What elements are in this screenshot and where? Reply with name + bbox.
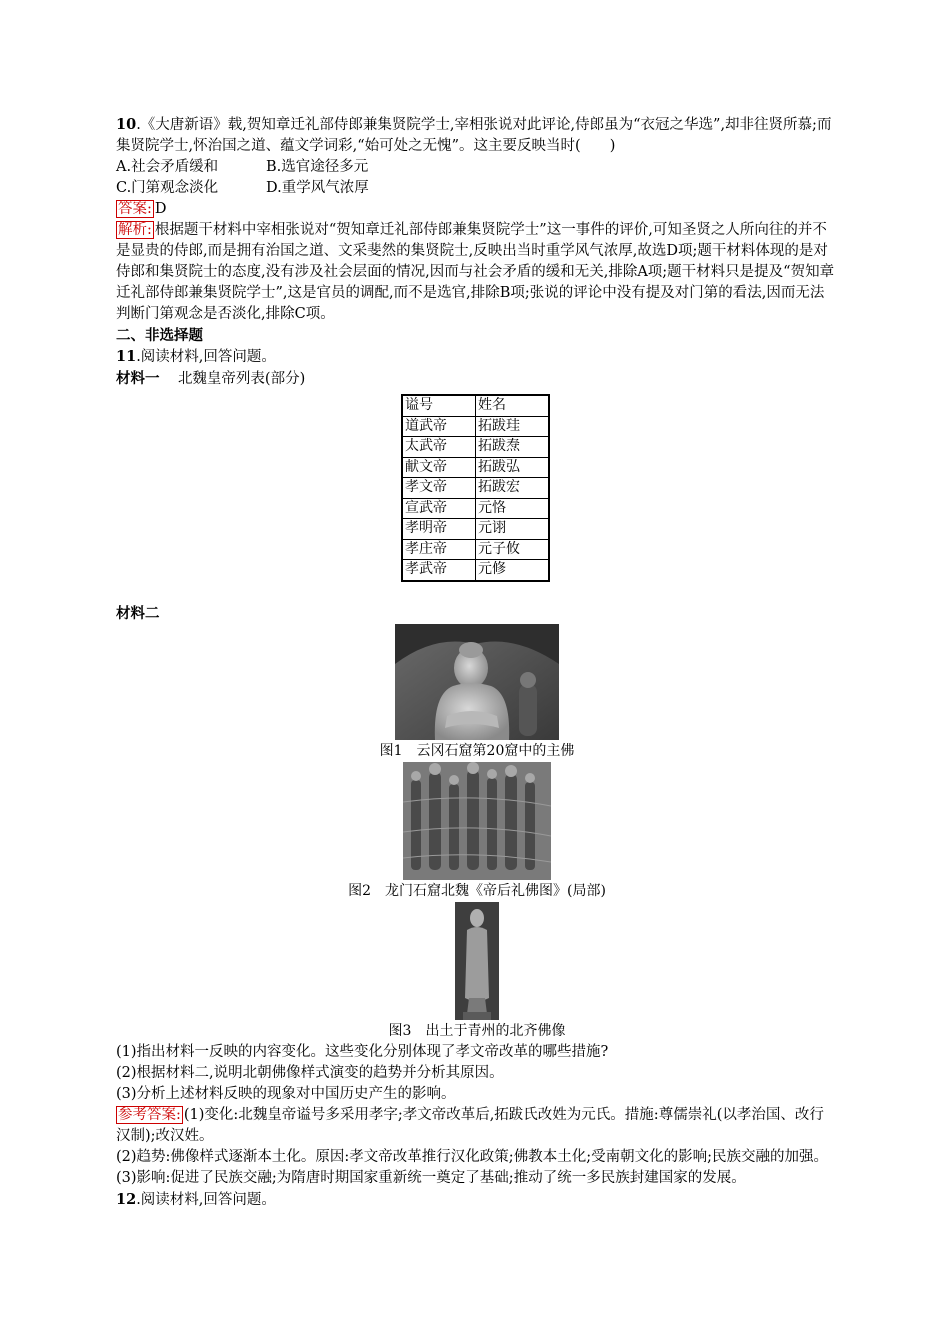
option-a: A.社会矛盾缓和 [116, 159, 219, 175]
sub-question-2: (2)根据材料二,说明北朝佛像样式演变的趋势并分析其原因。 [116, 1064, 504, 1081]
question-number: 10 [116, 116, 137, 133]
table-row [402, 519, 549, 540]
table-cell: 献文帝 [402, 457, 476, 478]
question-number: 12 [116, 1190, 137, 1208]
section-title: 二、非选择题 [116, 327, 203, 344]
answer-line [116, 199, 838, 220]
reference-answer-1 [116, 1105, 838, 1147]
option-row [116, 157, 838, 178]
material-1-heading [116, 368, 838, 390]
table-cell: 孝明帝 [402, 519, 476, 540]
answer-tag: 答案: [118, 201, 152, 217]
question-11 [116, 346, 838, 368]
question-stem: .阅读材料,回答问题。 [136, 349, 276, 365]
table-cell: 孝文帝 [402, 478, 476, 499]
answer-value: D [154, 201, 167, 217]
table-header: 谥号 [402, 395, 476, 416]
table-cell: 拓跋弘 [476, 457, 550, 478]
table-cell: 道武帝 [402, 416, 476, 437]
table-cell: 元修 [476, 560, 550, 581]
figure-3-caption: 图3 出土于青州的北齐佛像 [388, 1022, 566, 1039]
table-cell: 太武帝 [402, 437, 476, 458]
table-cell: 拓跋宏 [476, 478, 550, 499]
table-cell: 宣武帝 [402, 498, 476, 519]
table-cell: 孝武帝 [402, 560, 476, 581]
table-row [402, 539, 549, 560]
option-c: C.门第观念淡化 [116, 180, 219, 196]
table-header: 姓名 [476, 395, 550, 416]
reference-answer-3: (3)影响:促进了民族交融;为隋唐时期国家重新统一奠定了基础;推动了统一多民族封建国家的发展。 [116, 1169, 746, 1186]
table-cell: 元恪 [476, 498, 550, 519]
table-row [402, 416, 549, 437]
table-row [402, 498, 549, 519]
table-cell: 拓跋焘 [476, 437, 550, 458]
qingzhou-buddha-photo [455, 902, 499, 1020]
table-row [402, 560, 549, 581]
question-number: 11 [116, 348, 137, 365]
option-d: D.重学风气浓厚 [266, 180, 369, 196]
question-12 [116, 1189, 838, 1211]
sub-question-3: (3)分析上述材料反映的现象对中国历史产生的影响。 [116, 1085, 456, 1102]
table-row [402, 457, 549, 478]
analysis-text: 根据题干材料中宰相张说对“贺知章迁礼部侍郎兼集贤院学士”这一事件的评价,可知圣贤之人所向往的并不是显贵的侍郎,而是拥有治国之道、文采斐然的集贤院士,反映出当时重学风气浓厚,故选D项;题干材料体现的是对侍郎和集贤院士的态度,没有涉及社会层面的情况,因而与社会矛盾的缓和无关,排除A项;题干材料只是提及“贺知章迁礼部侍郎兼集贤院学士”,这是官员的调配,而不是选官,排除B项;张说的评论中没有提及对门第的看法,因而无法判断门第观念是否淡化,排除C项。 [116, 222, 835, 322]
table-header-row [402, 395, 549, 416]
document-page [116, 114, 838, 1211]
figure-1-caption: 图1 云冈石窟第20窟中的主佛 [379, 742, 575, 759]
question-stem: .《大唐新语》载,贺知章迁礼部侍郎兼集贤院学士,宰相张说对此评论,侍郎虽为“衣冠之华选”,却非往贤所慕;而集贤院学士,怀治国之道、蕴文学词彩,“始可处之无愧”。这主要反映当时( ) [116, 117, 832, 154]
material-1-title: 北魏皇帝列表(部分) [177, 371, 306, 387]
sub-question-1: (1)指出材料一反映的内容变化。这些变化分别体现了孝文帝改革的哪些措施? [116, 1043, 609, 1060]
figure-2 [116, 762, 838, 902]
option-b: B.选官途径多元 [266, 159, 369, 175]
analysis-tag: 解析: [118, 222, 152, 238]
figure-2-caption: 图2 龙门石窟北魏《帝后礼佛图》(局部) [348, 882, 606, 899]
emperor-table [401, 394, 550, 582]
question-stem: .阅读材料,回答问题。 [136, 1191, 276, 1208]
table-cell: 拓跋珪 [476, 416, 550, 437]
yungang-buddha-photo [395, 624, 559, 740]
question-10 [116, 114, 838, 157]
table-row [402, 478, 549, 499]
material-1-label: 材料一 [116, 370, 160, 387]
figure-3 [116, 902, 838, 1042]
figure-1 [116, 624, 838, 762]
analysis-paragraph [116, 220, 838, 325]
option-row [116, 178, 838, 199]
reference-answer-tag: 参考答案: [118, 1106, 181, 1123]
reference-answer-2: (2)趋势:佛像样式逐渐本土化。原因:孝文帝改革推行汉化政策;佛教本土化;受南朝文化的影响;民族交融的加强。 [116, 1148, 828, 1165]
table-cell: 元子攸 [476, 539, 550, 560]
table-cell: 元诩 [476, 519, 550, 540]
table-cell: 孝庄帝 [402, 539, 476, 560]
reference-answer-text: (1)变化:北魏皇帝谥号多采用孝字;孝文帝改革后,拓跋氏改姓为元氏。措施:尊儒崇礼(以孝治国、改行汉制);改汉姓。 [116, 1106, 824, 1144]
table-row [402, 437, 549, 458]
longmen-relief-photo [403, 762, 551, 880]
material-2-label: 材料二 [116, 604, 160, 622]
